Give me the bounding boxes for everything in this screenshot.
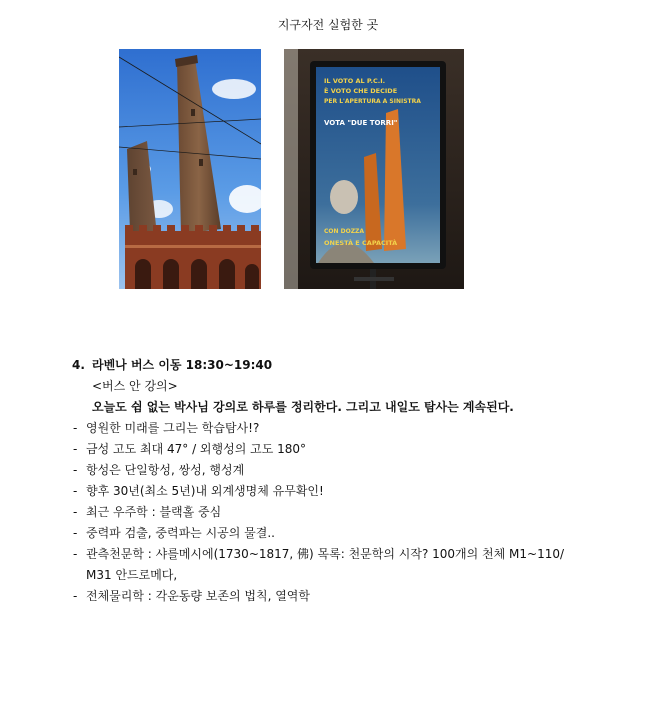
section-summary: 오늘도 쉼 없는 박사님 강의로 하루를 정리한다. 그리고 내일도 탐사는 계속된다.	[92, 400, 514, 414]
poster-line-5: CON DOZZA	[324, 228, 365, 235]
lecture-notes-list	[72, 418, 632, 607]
bologna-towers-image	[119, 49, 261, 289]
poster-line-6: ONESTÀ E CAPACITÀ	[324, 239, 398, 247]
photo-caption: 지구자전 실험한 곳	[277, 18, 379, 32]
section-title: 라벤나 버스 이동 18:30~19:40	[92, 358, 273, 372]
list-item-text: - 관측천문학 : 샤를메시에(1730~1817, 佛) 목록: 천문학의 시작? 100개의 천체 M1~110/	[86, 547, 565, 561]
list-item-multiline	[72, 544, 632, 586]
poster-line-2: È VOTO CHE DECIDE	[324, 87, 398, 95]
section-heading	[72, 355, 632, 376]
list-item: - 전체물리학 : 각운동량 보존의 법칙, 열역학	[72, 586, 632, 607]
list-item: - 영원한 미래를 그리는 학습탐사!?	[72, 418, 632, 439]
list-item: - 항성은 단일항성, 쌍성, 행성계	[72, 460, 632, 481]
list-item: - 최근 우주학 : 블랙홀 중심	[72, 502, 632, 523]
section-subtitle: <버스 안 강의>	[92, 379, 178, 393]
poster-line-4: VOTA "DUE TORRI"	[324, 119, 398, 127]
poster-line-3: PER L'APERTURA A SINISTRA	[324, 98, 421, 105]
list-item: - 금성 고도 최대 47° / 외행성의 고도 180°	[72, 439, 632, 460]
poster-line-1: IL VOTO AL P.C.I.	[324, 77, 386, 85]
list-item: - 중력파 검출, 중력파는 시공의 물결..	[72, 523, 632, 544]
vintage-poster-image	[284, 49, 464, 289]
section-4	[72, 355, 632, 607]
list-item: - 향후 30년(최소 5년)내 외계생명체 유무확인!	[72, 481, 632, 502]
list-item-continuation: M31 안드로메다,	[86, 568, 178, 582]
section-number: 4.	[72, 358, 85, 372]
